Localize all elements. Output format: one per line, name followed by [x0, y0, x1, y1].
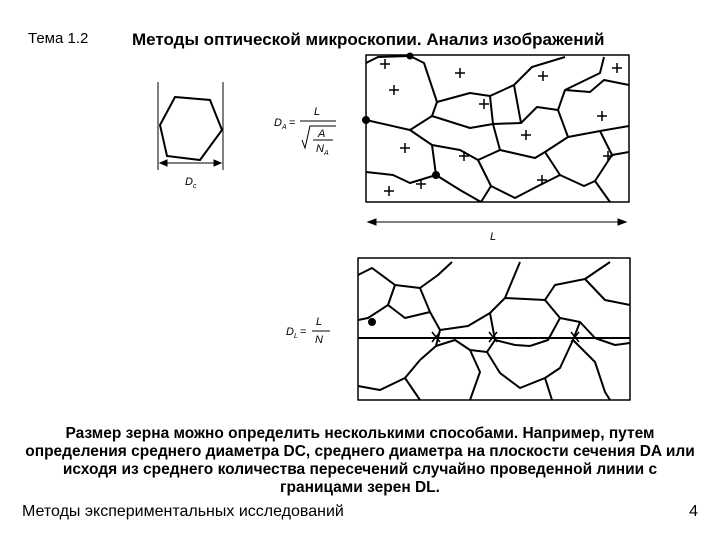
- formula-dl: [286, 316, 330, 346]
- length-l-label: L: [490, 231, 497, 243]
- hexagon-grain-diagram: [158, 82, 223, 170]
- formula-da-inner-num: A: [318, 128, 326, 140]
- length-l-arrow: [368, 219, 626, 225]
- hex-dc-label: D: [185, 176, 193, 188]
- formula-da: [274, 106, 336, 157]
- topic-label: Тема 1.2: [28, 30, 89, 47]
- hex-dc-sub: c: [193, 183, 197, 190]
- formula-da-lhs-sub: A: [282, 124, 287, 131]
- formula-dl-lhs: D: [286, 326, 294, 338]
- footer-text: Методы экспериментальных исследований: [22, 503, 344, 520]
- slide-title: Методы оптической микроскопии. Анализ изображений: [132, 30, 605, 49]
- slide-caption: Размер зерна можно определить несколькими способами. Например, путем определения среднего диаметра DC, среднего диаметра на плоскости сечения DA или исходя из среднего количества пересечений случайно проведенной линии с границами зерен DL.: [25, 425, 695, 496]
- formula-dl-num: L: [316, 316, 323, 328]
- grain-intercept-micrograph: [358, 258, 630, 400]
- page-number: 4: [689, 503, 698, 520]
- formula-dl-lhs-sub: L: [294, 333, 298, 340]
- formula-da-equals: =: [289, 117, 296, 129]
- formula-da-inner-den-sub: A: [324, 150, 329, 157]
- formula-dl-equals: =: [300, 326, 307, 338]
- formula-da-lhs: D: [274, 117, 282, 129]
- grain-area-micrograph: [363, 54, 629, 203]
- formula-da-num: L: [314, 106, 321, 118]
- formula-da-inner-den: N: [316, 143, 324, 155]
- formula-dl-den: N: [315, 334, 323, 346]
